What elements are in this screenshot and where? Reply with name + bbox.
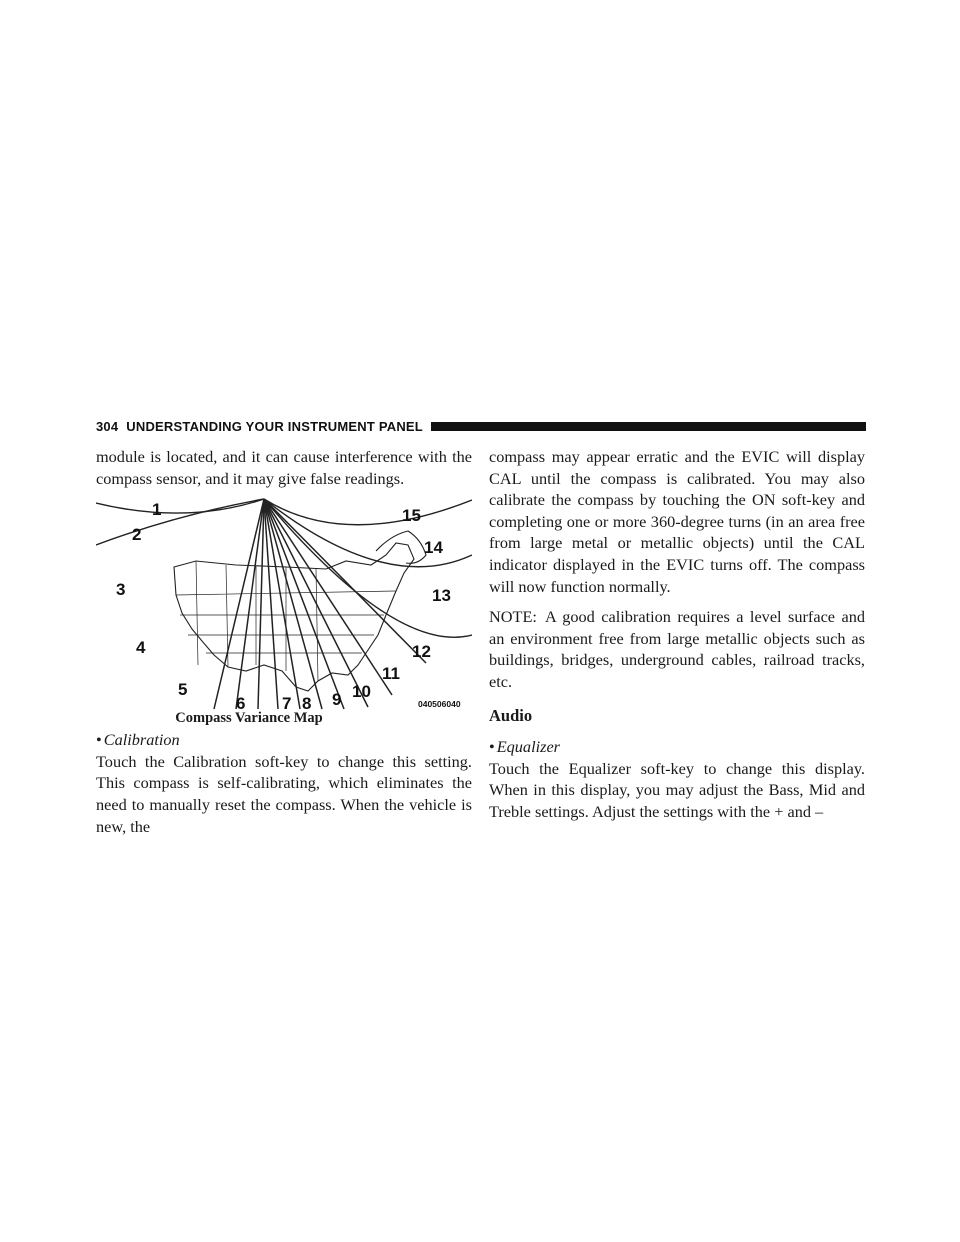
figure-caption: Compass Variance Map: [175, 710, 323, 727]
page-header: [96, 417, 866, 435]
zone-label: 3: [116, 580, 126, 600]
zone-label: 5: [178, 680, 188, 700]
new-england-outline: [376, 531, 426, 563]
zone-label: 4: [136, 638, 146, 658]
zone-label: 9: [332, 690, 342, 710]
figure-code: 040506040: [418, 699, 461, 710]
zone-label: 11: [382, 664, 400, 684]
audio-heading: Audio: [489, 705, 533, 725]
page-number: 304: [96, 418, 119, 434]
intro-paragraph: module is located, and it can cause interference with the compass sensor, and it may give false readings.: [96, 447, 472, 488]
compass-variance-map: [96, 495, 472, 711]
variance-line: [264, 499, 368, 710]
bullet-equalizer-label: Equalizer: [496, 737, 561, 757]
zone-label: 8: [302, 694, 312, 712]
variance-line: [264, 499, 322, 712]
zone-arc: [264, 499, 472, 637]
bullet-dot: •: [96, 730, 102, 750]
note-paragraph: [489, 606, 865, 692]
header-rule: [431, 422, 866, 431]
zone-label: 12: [412, 642, 431, 662]
zone-label: 2: [132, 525, 142, 545]
us-map-border: [174, 543, 414, 691]
bullet-calibration: [96, 729, 472, 751]
calibration-paragraph: Touch the Calibration soft-key to change this setting. This compass is self-calibrating, which eliminates the need to manually reset the compass. When the vehicle is new, the: [96, 751, 472, 836]
bullet-calibration-label: Calibration: [103, 730, 180, 750]
zone-arc: [96, 499, 264, 513]
zone-label: 10: [352, 682, 371, 702]
zone-label: 6: [236, 694, 246, 712]
section-title: UNDERSTANDING YOUR INSTRUMENT PANEL: [126, 418, 423, 434]
bullet-equalizer: [489, 736, 865, 758]
zone-label: 13: [432, 586, 451, 606]
zone-label: 7: [282, 694, 292, 712]
variance-line: [236, 499, 264, 712]
note-label: NOTE:: [489, 607, 537, 627]
left-column: [96, 446, 472, 837]
compass-variance-map-figure: [96, 495, 472, 711]
zone-label: 14: [424, 538, 443, 558]
bullet-dot: •: [489, 737, 495, 757]
equalizer-paragraph: Touch the Equalizer soft-key to change this display. When in this display, you may adjust the Bass, Mid and Treble settings. Adjust the settings with the + and –: [489, 758, 865, 821]
right-column: [489, 446, 865, 823]
zone-label: 15: [402, 506, 421, 526]
variance-line: [214, 499, 264, 712]
zone-label: 1: [152, 500, 162, 520]
calibration-continued-paragraph: compass may appear erratic and the EVIC will display CAL until the compass is calibrated. You may also calibrate the compass by touching the ON soft-key and completing one or more 360-degree turns (in an area free from large metal or metallic objects) until the CAL indicator displayed in the EVIC turns off. The compass will now function normally.: [489, 447, 865, 596]
note-text: A good calibration requires a level surface and an environment free from large metallic objects such as buildings, bridges, underground cables, railroad tracks, etc.: [489, 607, 865, 691]
variance-line: [258, 499, 264, 709]
